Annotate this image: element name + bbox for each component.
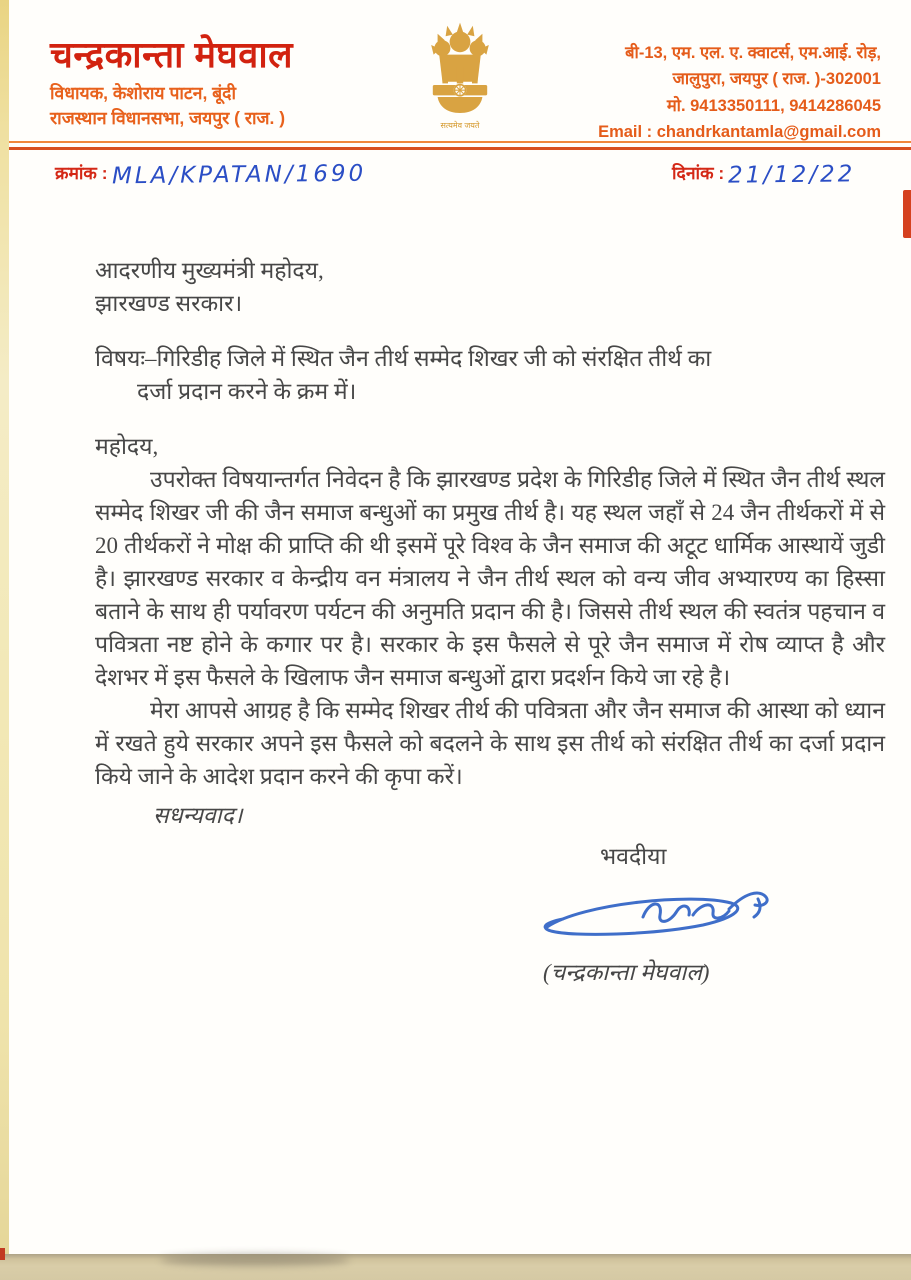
red-edge-mark-artifact [903,190,911,238]
subject-line1: विषयः–गिरिडीह जिले में स्थित जैन तीर्थ सम्मेद शिखर जी को संरक्षित तीर्थ का [95,346,712,371]
scan-red-tick-artifact [0,1248,5,1260]
reference-row [0,157,911,197]
scan-bottom-edge-artifact [0,1254,911,1280]
address-line3: मो. 9413350111, 9414286045 [666,96,881,115]
thanks-line: सधन्यवाद। [153,803,243,828]
subject-line2: दर्जा प्रदान करने के क्रम में। [137,379,357,404]
header-divider-line-bottom [8,147,911,150]
closing-word: भवदीया [600,844,667,869]
letterhead-address-block [598,40,881,146]
address-line2: जालुपुरा, जयपुर ( राज. )-302001 [672,70,881,89]
scan-bottom-smudge-artifact [160,1254,350,1266]
signatory-name: (चन्द्रकान्ता मेघवाल) [543,960,710,985]
sender-title-line1: विधायक, केशोराय पाटन, बूंदी [50,82,236,103]
salutation-line2: झारखण्ड सरकार। [95,291,243,316]
date-label: दिनांक : [672,163,725,183]
signature-icon [533,875,885,962]
emblem-of-india-icon [420,20,500,142]
address-line4: Email : chandrkantamla@gmail.com [598,123,881,142]
paragraph-2: मेरा आपसे आग्रह है कि सम्मेद शिखर तीर्थ की पवित्रता और जैन समाज की आस्था को ध्यान में रखते हुये सरकार अपने इस फैसले को बदलने के साथ इस तीर्थ को संरक्षित तीर्थ का दर्जा प्रदान किये जाने के आदेश प्रदान करने की कृपा करें। [95,698,885,789]
greeting: महोदय, [95,434,159,459]
emblem-motto-text: सत्यमेव जयते [440,121,480,131]
salutation-line1: आदरणीय मुख्यमंत्री महोदय, [95,258,324,283]
letterhead-left-block [50,36,293,132]
subject-block [95,342,885,408]
serial-number-handwritten-value: MLA/KPATAN/1690 [111,160,367,190]
letter-body [95,254,885,989]
header-divider-line-top [8,141,911,143]
sender-name: चन्द्रकान्ता मेघवाल [50,34,294,75]
date-handwritten-value: 21/12/22 [728,161,856,189]
sender-title-line2: राजस्थान विधानसभा, जयपुर ( राज. ) [50,108,286,129]
address-line1: बी-13, एम. एल. ए. क्वाटर्स, एम.आई. रोड़, [625,44,881,62]
scan-left-edge-artifact [0,0,9,1280]
paragraph-1: उपरोक्त विषयान्तर्गत निवेदन है कि झारखण्ड प्रदेश के गिरिडीह जिले में स्थित जैन तीर्थ स्थल सम्मेद शिखर जी की जैन समाज बन्धुओं का प्रमुख तीर्थ है। यह स्थल जहाँ से 24 जैन तीर्थकरों में से 20 तीर्थकरों ने मोक्ष की प्राप्ति की थी इसमें पूरे विश्व के जैन समाज की अटूट धार्मिक आस्थायें जुडी है। झारखण्ड सरकार व केन्द्रीय वन मंत्रालय ने जैन तीर्थ स्थल को वन्य जीव अभ्यारण्य का हिस्सा बताने के साथ ही पर्यावरण पर्यटन की अनुमति प्रदान की है। जिससे तीर्थ स्थल की स्वतंत्र पहचान व पवित्रता नष्ट होने के कगार पर है। सरकार के इस फैसले से पूरे जैन समाज में रोष व्याप्त है और देशभर में इस फैसले के खिलाफ जैन समाज बन्धुओं द्वारा प्रदर्शन किये जा रहे है। [95,467,885,690]
serial-number-label: क्रमांक : [55,163,108,183]
